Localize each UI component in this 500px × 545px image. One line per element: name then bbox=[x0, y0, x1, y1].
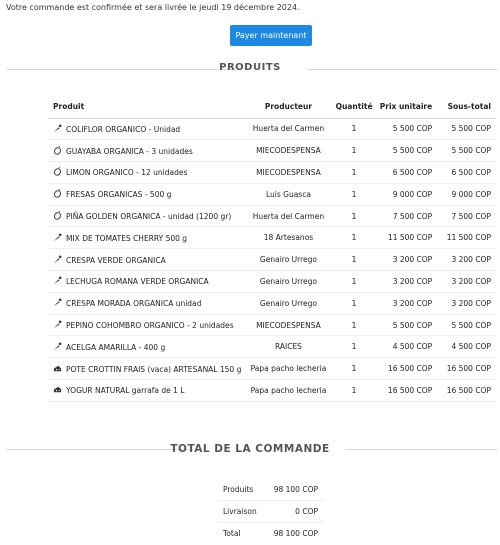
cheese-icon bbox=[53, 385, 62, 394]
total-row bbox=[218, 522, 323, 544]
subtotal-cell: 3 200 COP bbox=[435, 271, 496, 293]
subtotal-cell: 5 500 COP bbox=[435, 140, 496, 162]
column-header-unit-price: Prix unitaire bbox=[376, 96, 436, 118]
carrot-icon bbox=[53, 298, 62, 307]
product-cell bbox=[48, 358, 244, 380]
carrot-icon bbox=[53, 320, 62, 329]
product-name: FRESAS ORGANICAS - 500 g bbox=[66, 190, 172, 200]
fruit-icon bbox=[53, 211, 62, 220]
subtotal-cell: 11 500 COP bbox=[435, 227, 496, 249]
unit-price-cell: 3 200 COP bbox=[376, 249, 436, 271]
unit-price-cell: 4 500 COP bbox=[376, 336, 436, 358]
column-header-quantity: Quantité bbox=[333, 96, 376, 118]
total-value: 98 100 COP bbox=[273, 528, 318, 538]
product-row bbox=[48, 205, 496, 227]
unit-price-cell: 6 500 COP bbox=[376, 162, 436, 184]
pay-now-button[interactable]: Payer maintenant bbox=[230, 25, 312, 46]
divider-right bbox=[307, 69, 497, 70]
producer-cell: RAICES bbox=[244, 336, 332, 358]
total-label: Livraison bbox=[218, 501, 263, 523]
quantity-cell: 1 bbox=[333, 162, 376, 184]
total-label: Produits bbox=[218, 479, 263, 501]
product-cell bbox=[48, 380, 244, 402]
subtotal-cell: 3 200 COP bbox=[435, 292, 496, 314]
quantity-cell: 1 bbox=[333, 314, 376, 336]
total-label: Total bbox=[223, 528, 241, 538]
subtotal-cell: 9 000 COP bbox=[435, 183, 496, 205]
product-row bbox=[48, 183, 496, 205]
subtotal-cell: 7 500 COP bbox=[435, 205, 496, 227]
producer-cell: Huerta del Carmen bbox=[244, 205, 332, 227]
subtotal-cell: 4 500 COP bbox=[435, 336, 496, 358]
product-name: GUAYABA ORGANICA - 3 unidades bbox=[66, 146, 193, 156]
product-cell bbox=[48, 314, 244, 336]
total-section-title: TOTAL DE LA COMMANDE bbox=[170, 443, 330, 455]
product-cell bbox=[48, 118, 244, 140]
product-row bbox=[48, 249, 496, 271]
subtotal-cell: 6 500 COP bbox=[435, 162, 496, 184]
unit-price-cell: 7 500 COP bbox=[376, 205, 436, 227]
product-cell bbox=[48, 336, 244, 358]
product-row bbox=[48, 118, 496, 140]
unit-price-cell: 5 500 COP bbox=[376, 314, 436, 336]
product-row bbox=[48, 162, 496, 184]
product-row bbox=[48, 292, 496, 314]
producer-cell: Papa pacho lecheria bbox=[244, 358, 332, 380]
product-row bbox=[48, 140, 496, 162]
product-name: CRESPA VERDE ORGANICA bbox=[66, 255, 166, 265]
quantity-cell: 1 bbox=[333, 118, 376, 140]
quantity-cell: 1 bbox=[333, 358, 376, 380]
product-cell bbox=[48, 271, 244, 293]
column-header-producer: Producteur bbox=[244, 96, 332, 118]
product-row bbox=[48, 314, 496, 336]
order-totals-table bbox=[218, 479, 323, 544]
carrot-icon bbox=[53, 276, 62, 285]
product-row bbox=[48, 336, 496, 358]
subtotal-cell: 5 500 COP bbox=[435, 118, 496, 140]
carrot-icon bbox=[53, 342, 62, 351]
product-cell bbox=[48, 249, 244, 271]
quantity-cell: 1 bbox=[333, 380, 376, 402]
product-name: ACELGA AMARILLA - 400 g bbox=[66, 342, 166, 352]
product-name: PIÑA GOLDEN ORGANICA - unidad (1200 gr) bbox=[66, 212, 232, 222]
product-name: LECHUGA ROMANA VERDE ORGANICA bbox=[66, 277, 209, 287]
product-name: MIX DE TOMATES CHERRY 500 g bbox=[66, 233, 188, 243]
carrot-icon bbox=[53, 124, 62, 133]
total-value: 0 COP bbox=[263, 501, 323, 523]
carrot-icon bbox=[53, 255, 62, 264]
divider-right-total bbox=[345, 449, 497, 450]
product-cell bbox=[48, 183, 244, 205]
unit-price-cell: 16 500 COP bbox=[376, 358, 436, 380]
fruit-icon bbox=[53, 167, 62, 176]
producer-cell: MIECODESPENSA bbox=[244, 162, 332, 184]
producer-cell: Luis Guasca bbox=[244, 183, 332, 205]
product-row bbox=[48, 271, 496, 293]
cheese-icon bbox=[53, 364, 62, 373]
fruit-icon bbox=[53, 146, 62, 155]
product-row bbox=[48, 227, 496, 249]
products-section-title: PRODUITS bbox=[219, 62, 281, 73]
column-header-product: Produit bbox=[48, 96, 244, 118]
producer-cell: Genairo Urrego bbox=[244, 271, 332, 293]
product-cell bbox=[48, 140, 244, 162]
total-row bbox=[218, 479, 323, 501]
product-name: PEPINO COHOMBRO ORGANICO - 2 unidades bbox=[66, 321, 234, 331]
unit-price-cell: 5 500 COP bbox=[376, 118, 436, 140]
product-cell bbox=[48, 227, 244, 249]
producer-cell: 18 Artesanos bbox=[244, 227, 332, 249]
order-confirmation-text: Votre commande est confirmée et sera livrée le jeudi 19 décembre 2024. bbox=[6, 3, 300, 12]
subtotal-cell: 3 200 COP bbox=[435, 249, 496, 271]
producer-cell: Huerta del Carmen bbox=[244, 118, 332, 140]
total-value: 98 100 COP bbox=[263, 479, 323, 501]
quantity-cell: 1 bbox=[333, 336, 376, 358]
product-row bbox=[48, 358, 496, 380]
products-table-header bbox=[48, 96, 496, 118]
product-name: LIMON ORGANICO - 12 unidades bbox=[66, 168, 188, 178]
total-row bbox=[218, 501, 323, 523]
product-name: COLIFLOR ORGANICO - Unidad bbox=[66, 124, 181, 134]
producer-cell: MIECODESPENSA bbox=[244, 314, 332, 336]
product-name: POTE CROTTIN FRAIS (vaca) ARTESANAL 150 g bbox=[66, 364, 242, 374]
subtotal-cell: 5 500 COP bbox=[435, 314, 496, 336]
quantity-cell: 1 bbox=[333, 227, 376, 249]
unit-price-cell: 5 500 COP bbox=[376, 140, 436, 162]
subtotal-cell: 16 500 COP bbox=[435, 358, 496, 380]
carrot-icon bbox=[53, 233, 62, 242]
unit-price-cell: 11 500 COP bbox=[376, 227, 436, 249]
fruit-icon bbox=[53, 189, 62, 198]
product-row bbox=[48, 380, 496, 402]
quantity-cell: 1 bbox=[333, 140, 376, 162]
product-name: CRESPA MORADA ORGANICA unidad bbox=[66, 299, 202, 309]
producer-cell: Genairo Urrego bbox=[244, 249, 332, 271]
producer-cell: MIECODESPENSA bbox=[244, 140, 332, 162]
product-name: YOGUR NATURAL garrafa de 1 L bbox=[66, 386, 185, 396]
products-table bbox=[48, 96, 496, 402]
unit-price-cell: 16 500 COP bbox=[376, 380, 436, 402]
quantity-cell: 1 bbox=[333, 205, 376, 227]
unit-price-cell: 3 200 COP bbox=[376, 292, 436, 314]
quantity-cell: 1 bbox=[333, 249, 376, 271]
product-cell bbox=[48, 292, 244, 314]
quantity-cell: 1 bbox=[333, 183, 376, 205]
unit-price-cell: 9 000 COP bbox=[376, 183, 436, 205]
producer-cell: Papa pacho lecheria bbox=[244, 380, 332, 402]
product-cell bbox=[48, 205, 244, 227]
unit-price-cell: 3 200 COP bbox=[376, 271, 436, 293]
quantity-cell: 1 bbox=[333, 292, 376, 314]
column-header-subtotal: Sous-total bbox=[435, 96, 496, 118]
producer-cell: Genairo Urrego bbox=[244, 292, 332, 314]
quantity-cell: 1 bbox=[333, 271, 376, 293]
product-cell bbox=[48, 162, 244, 184]
subtotal-cell: 16 500 COP bbox=[435, 380, 496, 402]
